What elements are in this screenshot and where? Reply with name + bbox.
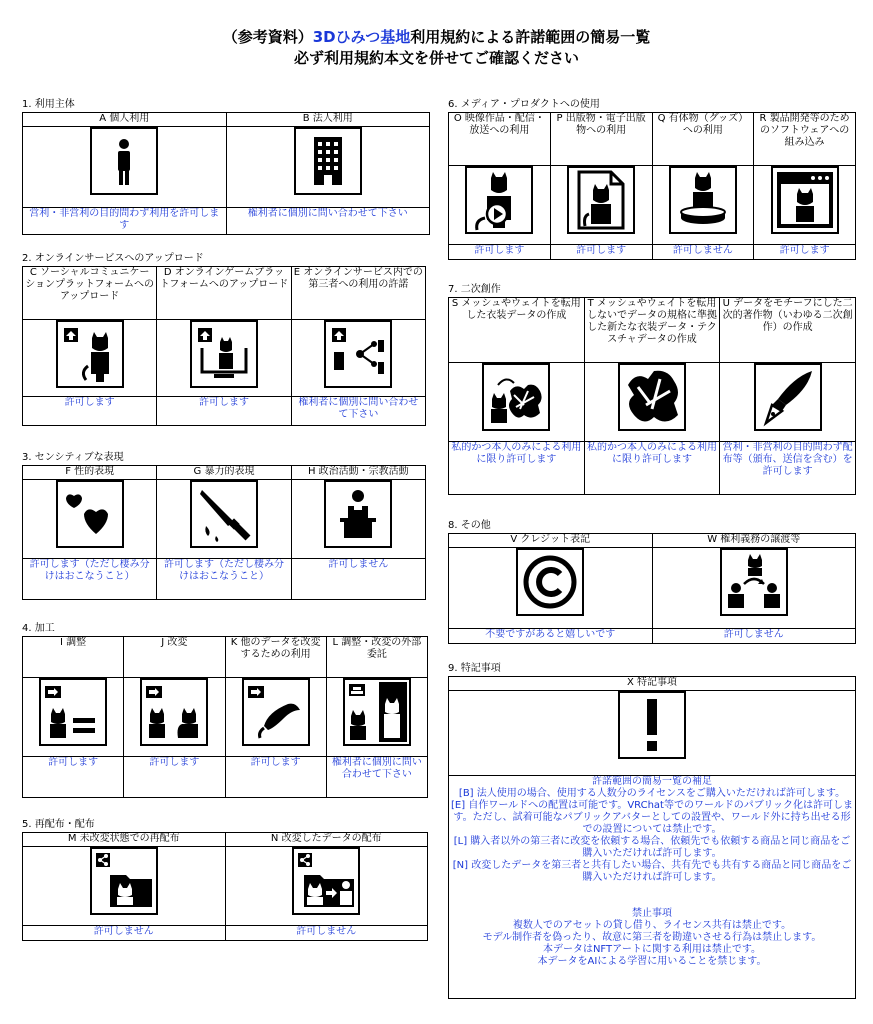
section-title: 2. オンラインサービスへのアップロード <box>22 253 204 264</box>
section-6 <box>448 98 856 260</box>
notes <box>449 776 856 999</box>
prohibited-item: 本データはNFTアートに関する利用は禁止です。 <box>542 944 762 955</box>
notes-heading: 許諾範囲の簡易一覧の補足 <box>592 776 712 787</box>
upload-monitor-icon <box>190 320 258 388</box>
column-header: X 特記事項 <box>449 677 856 691</box>
spacer <box>451 884 853 908</box>
column-header: C ソーシャルコミュニケーションプラットフォームへのアップロード <box>23 267 157 320</box>
permission-text: 許可します <box>449 245 551 260</box>
column-header: Q 有体物（グッズ）への利用 <box>652 113 754 166</box>
permission-text: 権利者に個別に問い合わせて下さい <box>226 208 430 235</box>
section-5 <box>22 818 428 941</box>
software-icon <box>771 166 839 234</box>
column-header: H 政治活動・宗教活動 <box>291 466 425 480</box>
permission-text: 許可します <box>225 757 326 798</box>
document-subtitle: 必ず利用規約本文を併せてご確認ください <box>293 49 579 67</box>
permission-text: 許可します <box>23 397 157 426</box>
permission-text: 許可しません <box>225 926 428 941</box>
section-title: 6. メディア・プロダクトへの使用 <box>448 99 600 110</box>
section-9 <box>448 662 856 999</box>
column-header: L 調整・改変の外部委託 <box>326 637 427 678</box>
permission-text: 許可します（ただし棲み分けはおこなうこと） <box>23 559 157 600</box>
share-people-icon <box>324 320 392 388</box>
section-1 <box>22 98 430 235</box>
prohibited-item: 本データをAIによる学習に用いることを禁じます。 <box>537 956 767 967</box>
column-header: S メッシュやウェイトを転用した衣装データの作成 <box>449 298 585 363</box>
column-header: O 映像作品・配信・放送への利用 <box>449 113 551 166</box>
column-header: U データをモチーフにした二次的著作物（いわゆる二次創作）の作成 <box>720 298 856 363</box>
permission-text: 私的かつ本人のみによる利用に限り許可します <box>584 442 720 495</box>
note-l: [L] 購入者以外の第三者に改変を依頼する場合、依頼先でも依頼する商品と同じ商品をご購入いただければ許可します。 <box>453 836 851 859</box>
prohibited-heading: 禁止事項 <box>632 908 672 919</box>
outsource-icon <box>343 678 411 746</box>
column-header: T メッシュやウェイトを転用しないでデータの規格に準拠した新たな衣装データ・テクスチャデータの作成 <box>584 298 720 363</box>
section-8 <box>448 519 856 644</box>
permission-text: 権利者に個別に問い合わせて下さい <box>291 397 425 426</box>
distribute-modified-icon <box>292 847 360 915</box>
column-header: P 出版物・電子出版物への利用 <box>550 113 652 166</box>
permission-text: 許可しません <box>23 926 226 941</box>
column-header: W 権利義務の譲渡等 <box>652 534 856 548</box>
column-header: N 改変したデータの配布 <box>225 833 428 847</box>
column-header: D オンラインゲームプラットフォームへのアップロード <box>157 267 291 320</box>
section-title: 3. センシティブな表現 <box>22 452 124 463</box>
permission-text: 許可します（ただし棲み分けはおこなうこと） <box>157 559 291 600</box>
section-title: 1. 利用主体 <box>22 99 75 110</box>
video-icon <box>465 166 533 234</box>
building-icon <box>294 127 362 195</box>
redistribute-icon <box>90 847 158 915</box>
section-3 <box>22 451 426 600</box>
prohibited-item: モデル制作者を偽ったり、故意に第三者を勘違いさせる行為は禁止します。 <box>482 932 822 943</box>
publication-icon <box>567 166 635 234</box>
section-title: 9. 特記事項 <box>448 663 501 674</box>
exclamation-icon <box>618 691 686 759</box>
permission-text: 許可しません <box>652 245 754 260</box>
section-2 <box>22 252 426 426</box>
adjust-icon <box>39 678 107 746</box>
section-title: 5. 再配布・配布 <box>22 819 95 830</box>
section-7 <box>448 283 856 495</box>
permission-text: 許可しません <box>291 559 425 600</box>
permission-text: 許可します <box>754 245 856 260</box>
column-header: K 他のデータを改変するための利用 <box>225 637 326 678</box>
section-title: 4. 加工 <box>22 623 55 634</box>
pen-icon <box>754 363 822 431</box>
permission-text: 私的かつ本人のみによる利用に限り許可します <box>449 442 585 495</box>
horn-icon <box>242 678 310 746</box>
knife-icon <box>190 480 258 548</box>
column-header: I 調整 <box>23 637 124 678</box>
section-title: 8. その他 <box>448 520 491 531</box>
podium-icon <box>324 480 392 548</box>
permission-text: 許可します <box>550 245 652 260</box>
prohibited-item: 複数人でのアセットの貸し借り、ライセンス共有は禁止です。 <box>512 920 792 931</box>
permission-text: 許可しません <box>652 629 856 644</box>
permission-text: 許可します <box>157 397 291 426</box>
costume-mesh-icon <box>482 363 550 431</box>
note-b: [B] 法人使用の場合、使用する人数分のライセンスをご購入いただければ許可します。 <box>458 788 846 799</box>
column-header: E オンラインサービス内での第三者への利用の許諾 <box>291 267 425 320</box>
section-title: 7. 二次創作 <box>448 284 501 295</box>
column-header: R 製品開発等のためのソフトウェアへの組み込み <box>754 113 856 166</box>
transfer-icon <box>720 548 788 616</box>
person-icon <box>90 127 158 195</box>
permission-text: 営利・非営利の目的問わず利用を許可します <box>23 208 227 235</box>
permission-text: 権利者に個別に問い合わせて下さい <box>326 757 427 798</box>
section-4 <box>22 622 428 798</box>
modify-icon <box>140 678 208 746</box>
column-header: A 個人利用 <box>23 113 227 127</box>
upload-avatar-icon <box>56 320 124 388</box>
note-e: [E] 自作ワールドへの配置は可能です。VRChat等でのワールドのパブリック化は許可します。ただし、試着可能なパブリックアバターとしての設置や、ワールド外に持ち出せる形での設置については禁止です。 <box>451 800 853 835</box>
copyright-icon <box>516 548 584 616</box>
shop-name: 3Dひみつ基地 <box>312 28 411 46</box>
document-title: （参考資料）3Dひみつ基地利用規約による許諾範囲の簡易一覧 <box>222 28 651 46</box>
permission-text: 営利・非営利の目的問わず配布等（頒布、送信を含む）を許可します <box>720 442 856 495</box>
column-header: G 暴力的表現 <box>157 466 291 480</box>
permission-text: 許可します <box>23 757 124 798</box>
note-n: [N] 改変したデータを第三者と共有したい場合、共有先でも共有する商品と同じ商品をご購入いただければ許可します。 <box>452 860 852 883</box>
hearts-icon <box>56 480 124 548</box>
column-header: M 未改変状態での再配布 <box>23 833 226 847</box>
costume-new-icon <box>618 363 686 431</box>
figure-icon <box>669 166 737 234</box>
column-header: J 改変 <box>124 637 225 678</box>
permission-text: 不要ですがあると嬉しいです <box>449 629 653 644</box>
column-header: V クレジット表記 <box>449 534 653 548</box>
permission-text: 許可します <box>124 757 225 798</box>
column-header: B 法人利用 <box>226 113 430 127</box>
column-header: F 性的表現 <box>23 466 157 480</box>
